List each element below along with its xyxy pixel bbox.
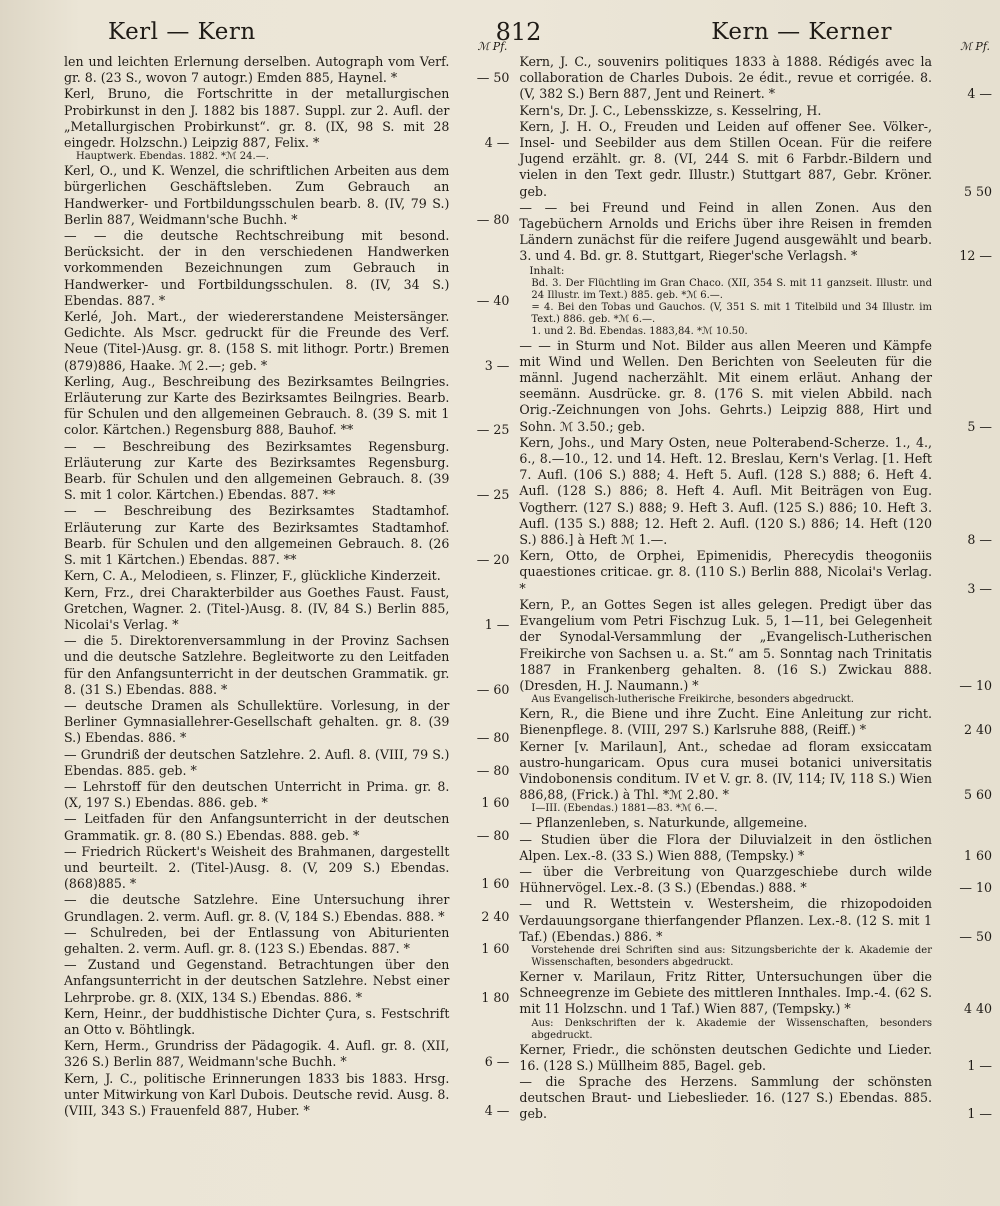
entry-price: 4 —: [484, 1103, 510, 1118]
entry-text: Kerling, Aug., Beschreibung des Bezirksamtes Beilngries. Erläuterung zur Karte des Bezirksamtes Beilngries. Bearb. für Schulen und den allgemeinen Gebrauch. 8. (39 S. mit 1 color. Kärtchen.) Regensburg 888, Bauhof. **: [64, 373, 450, 438]
bibliography-entry: [519, 864, 992, 896]
entry-text: — — in Sturm und Not. Bilder aus allen Meeren und Kämpfe mit Wind und Wellen. Den Berichten von Seeleuten für die männl. Jugend nacherzählt. Mit einem erläut. Anhang der seemänn. Ausdrücke. gr. 8. (176 S. mit vielen Abbild. nach Orig.-Zeichnungen von Johs. Gehrts.) Leipzig 888, Hirt und Sohn. ℳ 3.50.; geb.: [519, 337, 932, 434]
bibliography-entry: [64, 309, 509, 374]
entry-price: 4 40: [963, 1001, 992, 1017]
bibliography-entry: [64, 163, 509, 228]
right-column: [519, 40, 992, 1123]
entry-text: Inhalt:: [529, 264, 565, 277]
entry-text: Kerner, Friedr., die schönsten deutschen Gedichte und Lieder. 16. (128 S.) Müllheim 885, Bagel. geb.: [519, 1041, 932, 1073]
entry-text: — — Beschreibung des Bezirksamtes Stadtamhof. Erläuterung zur Karte des Bezirksamtes Stadtamhof. Bearb. für Schulen und den allgemeinen Gebrauch. 8. (26 S. mit 1 Kärtchen.) Ebendas. 887. **: [64, 503, 450, 568]
bibliography-entry: [64, 228, 509, 309]
bibliography-entry: [519, 435, 992, 548]
bibliography-entry: [64, 811, 509, 843]
entry-text: — Leitfaden für den Anfangsunterricht in der deutschen Grammatik. gr. 8. (80 S.) Ebendas. 888. geb. *: [64, 811, 450, 843]
bibliography-entry: [64, 925, 509, 957]
entry-price: 12 —: [959, 248, 992, 264]
bibliography-entry: [64, 633, 509, 698]
entry-text: — und R. Wettstein v. Westersheim, die rhizopodoiden Verdauungsorgane thierfangender Pflanzen. Lex.-8. (12 S. mit 1 Taf.) (Ebendas.) 886. *: [519, 896, 932, 944]
entry-text: Kerl, O., und K. Wenzel, die schriftlichen Arbeiten aus dem bürgerlichen Geschäftsleben. Zum Gebrauch an Handwerker- und Fortbildungsschulen bearb. 8. (IV, 79 S.) Berlin 887, Weidmann'sche Buchh. *: [64, 163, 450, 227]
page-number: 812: [495, 18, 542, 46]
bibliography-entry: [64, 957, 509, 1006]
entry-price: 1 —: [967, 1106, 992, 1122]
page-header: [8, 0, 992, 44]
header-left-title: Kerl — Kern: [108, 19, 256, 45]
entry-price: — 10: [959, 677, 992, 693]
entry-text: Kern, Johs., und Mary Osten, neue Polterabend-Scherze. 1., 4., 6., 8.—10., 12. und 14. Heft. 12. Breslau, Kern's Verlag. [1. Heft 7. Aufl. (106 S.) 888; 4. Heft 5. Aufl. (128 S.) 888; 6. Heft 4. Aufl. (128 S.) 886; 8. Heft 4. Aufl. Mit Beiträgen von Eug. Vogtherr. (127 S.) 888; 9. Heft 3. Aufl. (125 S.) 886; 10. Heft 3. Aufl. (135 S.) 888; 12. Heft 2. Aufl. (120 S.) 886; 14. Heft (120 S.) 886.] à Heft ℳ 1.—.: [519, 434, 932, 548]
entry-price: 4 —: [484, 135, 510, 151]
bibliography-entry: [519, 338, 992, 435]
entry-price: 8 —: [967, 532, 992, 548]
entry-text: 1. und 2. Bd. Ebendas. 1883,84. *ℳ 10.50.: [531, 325, 748, 337]
entry-text: — — bei Freund und Feind in allen Zonen. Aus den Tagebüchern Arnolds und Erichs über ihre Reisen in fremden Ländern zunächst für die reifere Jugend ausgewählt und bearb. 3. und 4. Bd. gr. 8. Stuttgart, Rieger'sche Verlagsh. *: [519, 199, 932, 264]
entry-price: 1 60: [481, 795, 510, 811]
bibliography-entry: [64, 844, 509, 893]
entry-price: 3 —: [484, 357, 510, 373]
entry-text: Kern, C. A., Melodieen, s. Flinzer, F., glückliche Kinderzeit.: [64, 568, 441, 584]
bibliography-entry: [519, 896, 992, 945]
bibliography-entry: [64, 1006, 509, 1038]
entry-price: 1 —: [967, 1057, 992, 1073]
entry-price: — 25: [476, 422, 510, 438]
bibliography-entry: [64, 779, 509, 811]
entry-price: — 50: [959, 928, 992, 944]
entry-price: 5 60: [963, 787, 992, 803]
bibliography-entry: [64, 374, 509, 439]
bibliography-entry: [519, 597, 992, 694]
entry-note: [519, 326, 992, 338]
entry-text: Aus: Denkschriften der k. Akademie der Wissenschaften, besonders abgedruckt.: [531, 1017, 932, 1041]
bibliography-entry: [64, 698, 509, 747]
bibliography-entry: [64, 86, 509, 151]
entry-text: Kern, J. H. O., Freuden und Leiden auf offener See. Völker-, Insel- und Seebilder aus dem Stillen Ocean. Für die reifere Jugend erzählt. gr. 8. (VI, 244 S. mit 6 Farbdr.-Bildern und vielen in den Text gedr. Illustr.) Stuttgart 887, Gebr. Kröner. geb.: [519, 118, 932, 199]
bibliography-entry: [519, 969, 992, 1018]
bibliography-entry: [64, 439, 509, 504]
entry-text: — Schulreden, bei der Entlassung von Abiturienten gehalten. 2. verm. Aufl. gr. 8. (123 S.) Ebendas. 887. *: [64, 924, 450, 956]
entry-price: 2 40: [481, 908, 510, 924]
bibliography-entry: [519, 548, 992, 597]
bibliography-entry: [519, 103, 992, 119]
entry-price: 5 50: [963, 183, 992, 199]
bibliography-entry: [519, 200, 992, 265]
bibliography-entry: [64, 503, 509, 568]
bibliography-entry: [64, 1071, 509, 1120]
entry-price: 1 60: [963, 847, 992, 863]
bibliography-entry: [64, 568, 509, 584]
bibliography-entry: [64, 892, 509, 924]
entry-price: 1 60: [481, 876, 510, 892]
bibliography-entry: [519, 815, 992, 831]
entry-text: — die 5. Direktorenversammlung in der Provinz Sachsen und die deutsche Satzlehre. Begleitworte zu den Leitfaden für den Anfangsunterricht in der deutschen Grammatik. gr. 8. (31 S.) Ebendas. 888. *: [64, 633, 450, 697]
entry-price: 1 60: [481, 940, 510, 956]
bibliography-entry: [519, 119, 992, 200]
entry-text: — deutsche Dramen als Schullektüre. Vorlesung, in der Berliner Gymnasiallehrer-Gesellschaft gehalten. gr. 8. (39 S.) Ebendas. 886. *: [64, 697, 450, 746]
entry-price: 1 —: [484, 616, 510, 632]
entry-text: — — die deutsche Rechtschreibung mit besond. Berücksicht. der in den verschiedenen Handwerken vorkommenden Bezeichnungen zum Gebrauch in Handwerker- und Fortbildungsschulen. 8. (IV, 34 S.) Ebendas. 887. *: [64, 228, 450, 308]
currency-header-right: ℳ Pf.: [960, 40, 990, 53]
entry-text: Kern, Otto, de Orphei, Epimenidis, Pherecydis theogoniis quaestiones criticae. gr. 8. (110 S.) Berlin 888, Nicolai's Verlag. *: [519, 548, 932, 596]
bibliography-entry: [519, 832, 992, 864]
entry-note: [519, 803, 992, 815]
entry-note: [519, 945, 992, 969]
entry-text: Bd. 3. Der Flüchtling im Gran Chaco. (XII, 354 S. mit 11 ganzseit. Illustr. und 24 Illustr. im Text.) 885. geb. *ℳ 6.—.: [531, 277, 932, 301]
entry-price: — 20: [476, 552, 510, 568]
bibliography-entry: [64, 585, 509, 634]
entry-text: Kerner [v. Marilaun], Ant., schedae ad floram exsiccatam austro-hungaricam. Opus cura musei botanici universitatis Vindobonensis conditum. IV et V. gr. 8. (IV, 114; IV, 118 S.) Wien 886,88, (Frick.) à Thl. *ℳ 2.80. *: [519, 738, 932, 803]
bibliography-entry: [519, 739, 992, 804]
entry-text: Kern, Frz., drei Charakterbilder aus Goethes Faust. Faust, Gretchen, Wagner. 2. (Titel-)Ausg. 8. (IV, 84 S.) Berlin 885, Nicolai's Verlag. *: [64, 584, 450, 632]
bibliography-entry: [519, 265, 992, 278]
currency-header-left: ℳ Pf.: [477, 40, 508, 53]
entry-price: — 60: [476, 681, 510, 697]
entry-text: = 4. Bei den Tobas und Gauchos. (V, 351 S. mit 1 Titelbild und 34 Illustr. im Text.) 886. geb. *ℳ 6.—.: [531, 301, 932, 325]
bibliography-entry: [519, 706, 992, 738]
entry-price: — 25: [476, 487, 510, 503]
entry-text: — Pflanzenleben, s. Naturkunde, allgemeine.: [519, 815, 808, 831]
entry-text: Kerner v. Marilaun, Fritz Ritter, Untersuchungen über die Schneegrenze im Gebiete des mittleren Innthales. Imp.-4. (62 S. mit 11 Holzschn. und 1 Taf.) Wien 887, (Tempsky.) *: [519, 968, 932, 1017]
bibliography-entry: [519, 54, 992, 103]
left-column: [8, 40, 510, 1123]
entry-note: [519, 1018, 992, 1042]
entry-price: 5 —: [967, 418, 992, 434]
entry-text: Hauptwerk. Ebendas. 1882. *ℳ 24.—.: [76, 151, 269, 163]
entry-price: — 40: [476, 292, 510, 308]
bibliography-entry: [64, 747, 509, 779]
entry-text: Kern's, Dr. J. C., Lebensskizze, s. Kesselring, H.: [519, 102, 822, 118]
entry-note: [64, 151, 509, 163]
entry-text: — die Sprache des Herzens. Sammlung der schönsten deutschen Braut- und Liebeslieder. 16. (127 S.) Ebendas. 885. geb.: [519, 1073, 932, 1122]
entry-price: 4 —: [967, 86, 992, 102]
bibliography-entry: [64, 1038, 509, 1070]
entry-text: Kern, P., an Gottes Segen ist alles gelegen. Predigt über das Evangelium vom Petri Fischzug Luk. 5, 1—11, bei Gelegenheit der Synodal-Versammlung der „Evangelisch-Lutherischen Freikirche von Sachsen u. a. St.“ am 5. Sonntag nach Trinitatis 1887 in Frankenberg gehalten. 8. (16 S.) Zwickau 888. (Dresden, H. J. Naumann.) *: [519, 596, 932, 693]
entry-text: — Zustand und Gegenstand. Betrachtungen über den Anfangsunterricht in der deutschen Satzlehre. Nebst einer Lehrprobe. gr. 8. (XIX, 134 S.) Ebendas. 886. *: [64, 957, 450, 1005]
entry-price: — 80: [476, 827, 510, 843]
entry-text: Kern, J. C., politische Erinnerungen 1833 bis 1883. Hrsg. unter Mitwirkung von Karl Dubois. Deutsche revid. Ausg. 8. (VIII, 343 S.) Frauenfeld 887, Huber. *: [64, 1070, 450, 1118]
entry-text: — — Beschreibung des Bezirksamtes Regensburg. Erläuterung zur Karte des Bezirksamtes Regensburg. Bearb. für Schulen und den allgemeinen Gebrauch. 8. (39 S. mit 1 color. Kärtchen.) Ebendas. 887. **: [64, 438, 450, 503]
entry-price: — 10: [959, 880, 992, 896]
bibliography-entry: [519, 1042, 992, 1074]
entry-text: Aus Evangelisch-lutherische Freikirche, besonders abgedruckt.: [531, 694, 854, 706]
entry-price: 6 —: [484, 1054, 510, 1070]
entry-text: len und leichten Erlernung derselben. Autograph vom Verf. gr. 8. (23 S., wovon 7 autogr.) Emden 885, Haynel. *: [64, 54, 450, 86]
entry-price: — 80: [476, 762, 510, 778]
entry-text: Kerl, Bruno, die Fortschritte in der metallurgischen Probirkunst in den J. 1882 bis 1887. Suppl. zur 2. Aufl. der „Metallurgischen Probirkunst“. gr. 8. (IX, 98 S. mit 28 eingedr. Holzschn.) Leipzig 887, Felix. *: [64, 86, 450, 151]
entry-text: Kern, R., die Biene und ihre Zucht. Eine Anleitung zur richt. Bienenpflege. 8. (VIII, 297 S.) Karlsruhe 888, (Reiff.) *: [519, 706, 932, 738]
bibliography-entry: [519, 1074, 992, 1123]
entry-note: [519, 694, 992, 706]
entry-text: — die deutsche Satzlehre. Eine Untersuchung ihrer Grundlagen. 2. verm. Aufl. gr. 8. (V, 184 S.) Ebendas. 888. *: [64, 892, 450, 924]
entry-price: 3 —: [967, 580, 992, 596]
entry-text: I—III. (Ebendas.) 1881—83. *ℳ 6.—.: [531, 803, 718, 815]
bibliography-entry: [64, 54, 509, 86]
entry-price: — 80: [476, 211, 510, 227]
entry-text: Kern, Heinr., der buddhistische Dichter Çura, s. Festschrift an Otto v. Böhtlingk.: [64, 1005, 450, 1037]
header-right-title: Kern — Kerner: [711, 19, 892, 45]
entry-note: [519, 278, 992, 302]
entry-text: Kern, J. C., souvenirs politiques 1833 à 1888. Rédigés avec la collaboration de Charles Dubois. 2e édit., revue et corrigée. 8. (V, 382 S.) Bern 887, Jent und Reinert. *: [519, 54, 932, 102]
entry-text: — Grundriß der deutschen Satzlehre. 2. Aufl. 8. (VIII, 79 S.) Ebendas. 885. geb. *: [64, 746, 450, 778]
entry-text: — Friedrich Rückert's Weisheit des Brahmanen, dargestellt und beurteilt. 2. (Titel-)Ausg. 8. (V, 209 S.) Ebendas. (868)885. *: [64, 843, 450, 892]
entry-note: [519, 302, 992, 326]
entry-text: Vorstehende drei Schriften sind aus: Sitzungsberichte der k. Akademie der Wissenschaften, besonders abgedruckt.: [531, 944, 932, 968]
entry-price: 2 40: [963, 722, 992, 738]
entry-text: — über die Verbreitung von Quarzgeschiebe durch wilde Hühnervögel. Lex.-8. (3 S.) (Ebendas.) 888. *: [519, 863, 932, 896]
entry-price: — 80: [476, 730, 510, 746]
entry-text: Kerlé, Joh. Mart., der wiedererstandene Meistersänger. Gedichte. Als Mscr. gedruckt für die Freunde des Verf. Neue (Titel-)Ausg. gr. 8. (158 S. mit lithogr. Portr.) Bremen (879)886, Haake. ℳ 2.—; geb. *: [64, 309, 450, 373]
entry-text: Kern, Herm., Grundriss der Pädagogik. 4. Aufl. gr. 8. (XII, 326 S.) Berlin 887, Weidmann'sche Buchh. *: [64, 1038, 450, 1070]
entry-price: — 50: [476, 70, 510, 86]
entry-text: — Studien über die Flora der Diluvialzeit in den östlichen Alpen. Lex.-8. (33 S.) Wien 888, (Tempsky.) *: [519, 831, 932, 863]
entry-text: — Lehrstoff für den deutschen Unterricht in Prima. gr. 8. (X, 197 S.) Ebendas. 886. geb. *: [64, 778, 450, 811]
entry-price: 1 80: [481, 989, 510, 1005]
